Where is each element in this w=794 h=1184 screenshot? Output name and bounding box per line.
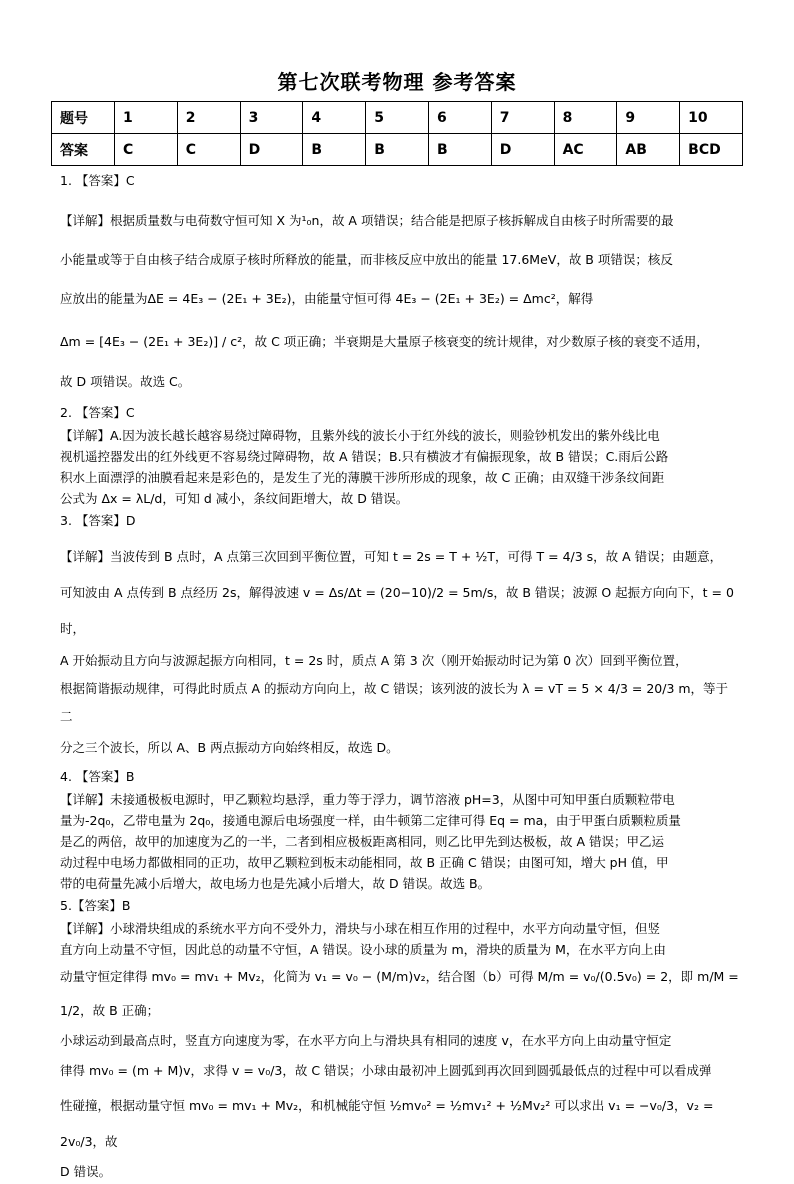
q4-answer-head: 4. 【答案】B	[60, 769, 135, 784]
number-cell: 5	[366, 102, 429, 134]
question-4	[60, 765, 740, 894]
q2-text-line: 积水上面漂浮的油膜看起来是彩色的，是发生了光的薄膜干涉所形成的现象，故 C 正确；由双缝干涉条纹间距	[60, 470, 665, 485]
q3-text-line: 分之三个波长，所以 A、B 两点振动方向始终相反，故选 D。	[60, 740, 399, 755]
q5-text-line: 【详解】小球滑块组成的系统水平方向不受外力，滑块与小球在相互作用的过程中，水平方向动量守恒，但竖	[60, 921, 661, 936]
q1-text-line: 故 D 项错误。故选 C。	[60, 374, 191, 389]
number-cell: 8	[554, 102, 617, 134]
q1-answer-head: 1. 【答案】C	[60, 173, 135, 188]
q5-answer-head: 5.【答案】B	[60, 898, 131, 913]
q1-text-line: 应放出的能量为ΔE = 4E₃ − (2E₁ + 3E₂)，由能量守恒可得 4E₃ − (2E₁ + 3E₂) = Δmc²，解得	[60, 291, 594, 306]
q4-text-line: 【详解】未接通极板电源时，甲乙颗粒均悬浮，重力等于浮力，调节溶液 pH=3，从图中可知甲蛋白质颗粒带电	[60, 792, 675, 807]
q5-text-line: 动量守恒定律得 mv₀ = mv₁ + Mv₂，化简为 v₁ = v₀ − (M/m)v₂，结合图（b）可得 M/m = v₀/(0.5v₀) = 2，即 m/M = 1/2，故 B 正确；	[60, 969, 739, 1018]
answer-cell: B	[303, 134, 366, 166]
number-cell: 2	[177, 102, 240, 134]
q3-text-line: 根据简谐振动规律，可得此时质点 A 的振动方向向上，故 C 错误；该列波的波长为 λ = vT = 5 × 4/3 = 20/3 m，等于二	[60, 681, 729, 724]
answer-cell: D	[491, 134, 554, 166]
q4-text-line: 是乙的两倍，故甲的加速度为乙的一半，二者到相应极板距离相同，则乙比甲先到达极板，故 A 错误；甲乙运	[60, 834, 664, 849]
answer-cell: AC	[554, 134, 617, 166]
number-cell: 6	[428, 102, 491, 134]
header-cell-answer: 答案	[52, 134, 115, 166]
q4-text-line: 动过程中电场力都做相同的正功，故甲乙颗粒到板末动能相同，故 B 正确 C 错误；由图可知，增大 pH 值，甲	[60, 855, 669, 870]
q5-text-line: 小球运动到最高点时，竖直方向速度为零，在水平方向上与滑块具有相同的速度 v，在水平方向上由动量守恒定	[60, 1033, 672, 1048]
answer-cell: BCD	[680, 134, 743, 166]
number-cell: 3	[240, 102, 303, 134]
number-cell: 9	[617, 102, 680, 134]
number-cell: 4	[303, 102, 366, 134]
q4-text-line: 量为-2q₀，乙带电量为 2q₀，接通电源后电场强度一样，由牛顿第二定律可得 Eq = ma，由于甲蛋白质颗粒质量	[60, 813, 681, 828]
answer-explanations	[60, 169, 740, 1184]
table-row-answers	[52, 134, 743, 166]
q3-text-line: A 开始振动且方向与波源起振方向相同，t = 2s 时，质点 A 第 3 次（刚开始振动时记为第 0 次）回到平衡位置，	[60, 653, 688, 668]
question-2	[60, 401, 740, 509]
answer-cell: B	[366, 134, 429, 166]
q5-text-line: 律得 mv₀ = (m + M)v，求得 v = v₀/3，故 C 错误；小球由最初冲上圆弧到再次回到圆弧最低点的过程中可以看成弹	[60, 1063, 712, 1078]
q2-text-line: 视机遥控器发出的红外线更不容易绕过障碍物，故 A 错误；B.只有横波才有偏振现象，故 B 错误；C.雨后公路	[60, 449, 669, 464]
q4-text-line: 带的电荷量先减小后增大，故电场力也是先减小后增大，故 D 错误。故选 B。	[60, 876, 491, 891]
table-row-numbers	[52, 102, 743, 134]
q3-answer-head: 3. 【答案】D	[60, 513, 136, 528]
q2-answer-head: 2. 【答案】C	[60, 405, 135, 420]
question-3	[60, 509, 740, 765]
q1-text-line: 小能量或等于自由核子结合成原子核时所释放的能量，而非核反应中放出的能量 17.6MeV，故 B 项错误；核反	[60, 252, 673, 267]
answer-cell: C	[177, 134, 240, 166]
page-title: 第七次联考物理 参考答案	[277, 70, 517, 94]
question-1	[60, 169, 740, 401]
header-cell-number: 题号	[52, 102, 115, 134]
q1-text-line: Δm = [4E₃ − (2E₁ + 3E₂)] / c²，故 C 项正确；半衰期是大量原子核衰变的统计规律，对少数原子核的衰变不适用，	[60, 334, 709, 349]
answer-cell: C	[115, 134, 178, 166]
answer-cell: AB	[617, 134, 680, 166]
q3-text-line: 可知波由 A 点传到 B 点经历 2s，解得波速 v = Δs/Δt = (20−10)/2 = 5m/s，故 B 错误；波源 O 起振方向向下，t = 0 时，	[60, 585, 734, 636]
q5-text-line: D 错误。	[60, 1164, 112, 1179]
q3-text-line: 【详解】当波传到 B 点时，A 点第三次回到平衡位置，可知 t = 2s = T + ½T，可得 T = 4/3 s，故 A 错误；由题意，	[60, 549, 723, 564]
answer-cell: D	[240, 134, 303, 166]
number-cell: 7	[491, 102, 554, 134]
q2-text-line: 公式为 Δx = λL/d，可知 d 减小，条纹间距增大，故 D 错误。	[60, 491, 409, 506]
answer-table	[51, 101, 743, 166]
number-cell: 10	[680, 102, 743, 134]
q5-text-line: 性碰撞，根据动量守恒 mv₀ = mv₁ + Mv₂，和机械能守恒 ½mv₀² = ½mv₁² + ½Mv₂² 可以求出 v₁ = −v₀/3，v₂ = 2v₀/3，故	[60, 1098, 714, 1149]
answer-cell: B	[428, 134, 491, 166]
q1-text-line: 【详解】根据质量数与电荷数守恒可知 X 为¹₀n，故 A 项错误；结合能是把原子核拆解成自由核子时所需要的最	[60, 213, 674, 228]
number-cell: 1	[115, 102, 178, 134]
q2-text-line: 【详解】A.因为波长越长越容易绕过障碍物，且紫外线的波长小于红外线的波长，则验钞机发出的紫外线比电	[60, 428, 660, 443]
question-5	[60, 894, 740, 1184]
q5-text-line: 直方向上动量不守恒，因此总的动量不守恒，A 错误。设小球的质量为 m，滑块的质量为 M，在水平方向上由	[60, 942, 666, 957]
